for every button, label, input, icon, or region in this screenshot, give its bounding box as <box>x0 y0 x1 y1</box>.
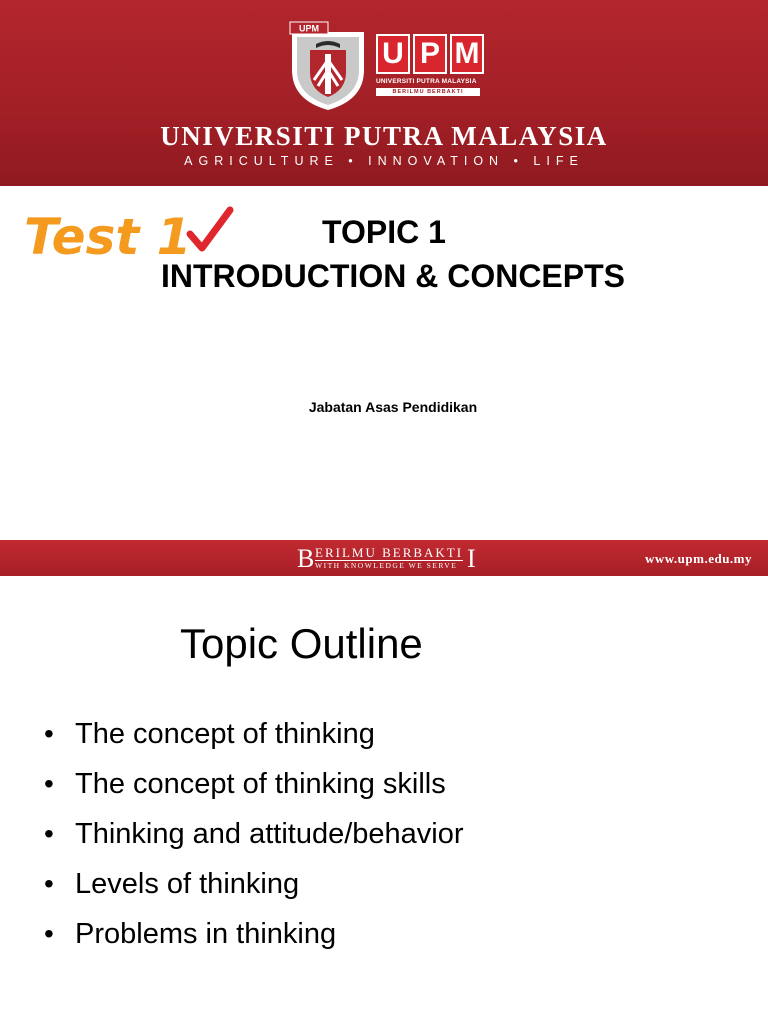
header-band <box>0 0 768 186</box>
department-name: Jabatan Asas Pendidikan <box>308 399 478 415</box>
topic-subtitle: INTRODUCTION & CONCEPTS <box>161 258 625 294</box>
outline-list <box>44 712 464 962</box>
list-item: • Levels of thinking <box>44 862 464 912</box>
university-name: UNIVERSITI PUTRA MALAYSIA <box>160 121 608 151</box>
topic-title: TOPIC 1 <box>322 214 446 250</box>
logo-motto: BERILMU BERBAKTI <box>376 88 480 96</box>
handwritten-note-text: Test 1 <box>24 208 192 266</box>
upm-wordmark <box>376 34 484 74</box>
list-item: • Thinking and attitude/behavior <box>44 812 464 862</box>
list-item: • Problems in thinking <box>44 912 464 962</box>
motto-line2: WITH KNOWLEDGE WE SERVE <box>315 561 458 570</box>
logo-subtitle: UNIVERSITI PUTRA MALAYSIA <box>376 78 477 85</box>
upm-logo <box>288 20 488 112</box>
list-item: • The concept of thinking skills <box>44 762 464 812</box>
upm-crest-icon <box>288 20 368 112</box>
list-item: • The concept of thinking <box>44 712 464 762</box>
motto-final: I <box>467 544 476 573</box>
university-tagline: AGRICULTURE • INNOVATION • LIFE <box>184 154 584 168</box>
logo-badge-text: UPM <box>299 23 319 34</box>
motto-line1: ERILMU BERBAKTI <box>315 545 464 560</box>
wordmark-letter: M <box>450 34 484 74</box>
website-link: www.upm.edu.my <box>644 551 752 566</box>
wordmark-letter: P <box>413 34 447 74</box>
motto-initial: B <box>297 544 315 573</box>
wordmark-letter: U <box>376 34 410 74</box>
outline-title: Topic Outline <box>180 620 423 667</box>
